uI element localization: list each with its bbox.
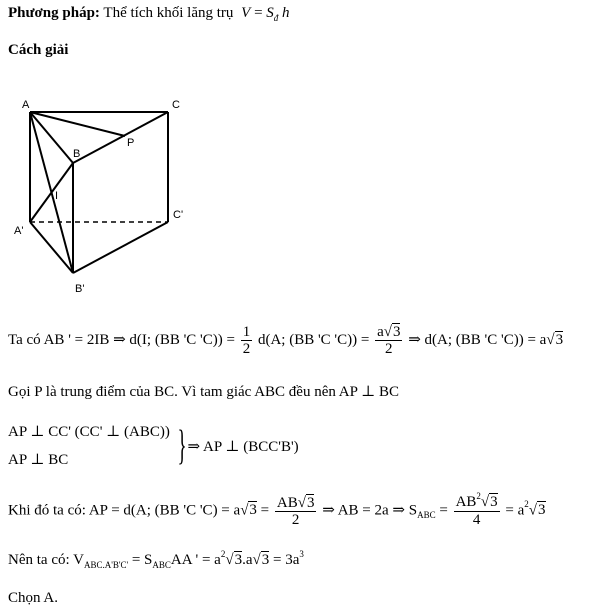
frac-num: 1 [242,324,251,340]
segment-a-p [30,112,125,136]
system-rows [8,418,170,474]
frac-den: 4 [472,512,481,528]
eq1-start: Ta có AB ' = 2IB ⇒ d(I; (BB 'C 'C)) = [8,331,235,348]
root-value: 3 [538,502,546,519]
root-value: 3 [555,331,564,348]
eq1-mid: d(A; (BB 'C 'C)) = [257,331,370,348]
eq4-mid2: AA ' = a [170,552,221,568]
fraction-ab-root3-over-2 [275,495,317,528]
system-block [8,418,299,474]
frac-num [454,491,500,512]
eq3-mid: ⇒ AB = 2a ⇒ S [322,502,418,519]
edge-bp-cp [73,222,168,273]
eq3-eq2: = [439,502,448,519]
root-value: 3 [261,552,270,568]
label-a: A [22,99,30,111]
label-p: P [127,137,135,149]
method-label: Phương pháp: [8,5,100,21]
root-value: 3 [490,494,498,510]
sqrt-sign: √ [225,552,234,568]
method-line [8,5,290,22]
eq3-end: = a [505,502,525,519]
equation-line-4 [8,549,304,570]
fraction-ab2-root3-over-4 [454,491,500,528]
sub-abc: ABC [417,510,436,521]
eq1-end: ⇒ d(A; (BB 'C 'C)) = a [408,331,547,348]
equation-line-1 [8,324,563,357]
sup-2: 2 [524,499,529,510]
sub-v: ABC.A'B'C' [83,560,129,570]
sqrt-sign: √ [252,552,261,568]
formula-eq: = [254,5,263,21]
sqrt-sign: √ [480,494,490,510]
edge-ap-b [30,163,73,222]
sup-2: 2 [220,549,226,559]
equation-line-3 [8,491,546,528]
sqrt-sign: √ [383,324,392,340]
eq4-mid4: = 3a [272,552,300,568]
root-value: 3 [234,552,243,568]
label-b: B [73,148,81,160]
system-row-1: AP ⊥ CC' (CC' ⊥ (ABC)) [8,424,170,440]
solution-title: Cách giải [8,42,69,58]
frac-den: 2 [385,341,393,357]
system-row-2: AP ⊥ BC [8,452,69,468]
equation-line-2: Gọi P là trung điểm của BC. Vì tam giác ABC đều nên AP ⊥ BC [8,384,400,400]
sqrt-sign: √ [528,502,537,519]
eq3-start: Khi đó ta có: AP = d(A; (BB 'C 'C) = a [8,502,241,519]
edge-b-c [73,112,168,163]
label-cp: C' [173,209,184,221]
sup-2: 2 [476,491,481,501]
method-text: Thể tích khối lăng trụ [103,5,234,21]
sub-s: ABC [152,560,171,570]
right-brace: } [177,423,187,469]
formula-s: S [266,5,274,21]
eq4-mid3: .a [242,552,253,568]
formula-s-sub: đ [273,13,279,23]
eq4-start: Nên ta có: V [8,552,84,568]
fraction-half [241,324,253,357]
root-value: 3 [392,324,401,340]
num-ab: AB [455,494,477,510]
formula-h: h [282,5,290,21]
frac-num [275,495,317,512]
fraction-a-root3-over-2 [375,324,402,357]
num-ab: AB [276,494,298,511]
eq3-eq: = [260,502,270,519]
label-i: I [55,190,59,202]
frac-num [375,324,402,341]
sup-3: 3 [299,549,304,559]
root-value: 3 [249,502,257,519]
sqrt-sign: √ [240,502,249,519]
eq4-mid1: = S [131,552,153,568]
sqrt-sign: √ [297,494,306,511]
frac-den: 2 [242,341,251,357]
label-ap: A' [14,225,24,237]
sqrt-sign: √ [546,331,555,348]
frac-den: 2 [291,511,300,528]
label-bp: B' [75,283,85,295]
formula-v: V [241,5,251,21]
root-value: 3 [306,494,315,511]
num-a: a [377,324,384,340]
answer-line: Chọn A. [8,590,59,606]
prism-diagram [0,80,220,295]
system-result: ⇒ AP ⊥ (BCC'B') [187,438,299,455]
label-c: C [172,99,180,111]
